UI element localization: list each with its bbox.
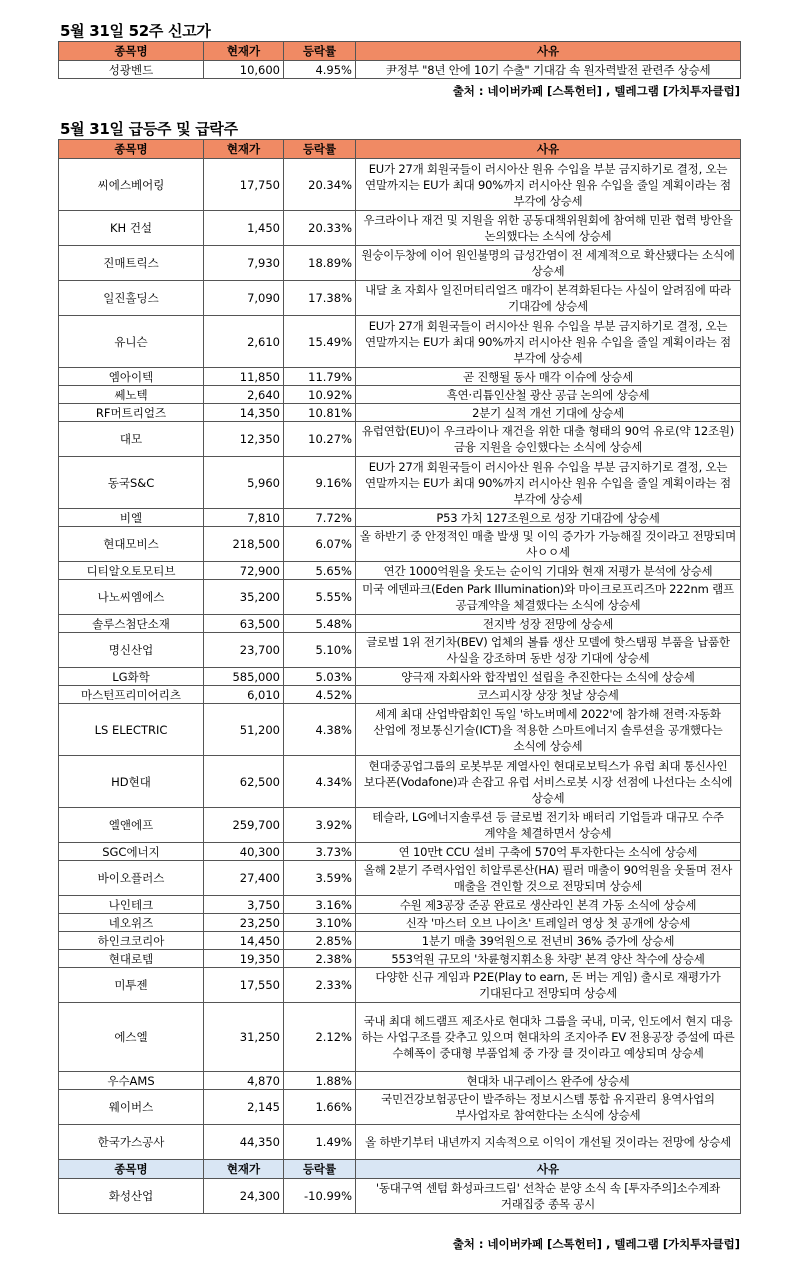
stock-price: 259,700	[204, 808, 284, 843]
table-row	[59, 686, 741, 704]
header-price: 현재가	[204, 140, 284, 159]
stock-rate: 7.72%	[284, 509, 356, 527]
section-title-52week-high: 5월 31일 52주 신고가	[60, 22, 211, 40]
table-row	[59, 968, 741, 1003]
table-row	[59, 61, 741, 79]
stock-rate: 10.81%	[284, 404, 356, 422]
stock-name: 우수AMS	[59, 1072, 204, 1090]
falling-header-row	[59, 1160, 741, 1179]
table-row	[59, 1125, 741, 1160]
table-row	[59, 615, 741, 633]
table-row	[59, 808, 741, 843]
stock-reason: 곧 진행될 동사 매각 이슈에 상승세	[356, 368, 741, 386]
table-row	[59, 457, 741, 509]
table-row	[59, 527, 741, 562]
stock-rate: 10.92%	[284, 386, 356, 404]
stock-name: 한국가스공사	[59, 1125, 204, 1160]
stock-rate: 6.07%	[284, 527, 356, 562]
stock-price: 218,500	[204, 527, 284, 562]
stock-price: 40,300	[204, 843, 284, 861]
stock-reason: 우크라이나 재건 및 지원을 위한 공동대책위원회에 참여해 민관 협력 방안을 논의했다는 소식에 상승세	[356, 211, 741, 246]
stock-price: 44,350	[204, 1125, 284, 1160]
stock-reason: 내달 초 자회사 일진머티리얼즈 매각이 본격화된다는 사실이 알려짐에 따라 기대감에 상승세	[356, 281, 741, 316]
stock-rate: 2.85%	[284, 932, 356, 950]
stock-name: 바이오플러스	[59, 861, 204, 896]
stock-name: KH 건설	[59, 211, 204, 246]
stock-price: 4,870	[204, 1072, 284, 1090]
stock-rate: 3.59%	[284, 861, 356, 896]
stock-reason: 현대중공업그룹의 로봇부문 계열사인 현대로보틱스가 유럽 최대 통신사인 보다폰(Vodafone)과 손잡고 유럽 서비스로봇 시장 선점에 나선다는 소식에 상승세	[356, 756, 741, 808]
stock-name: 비엘	[59, 509, 204, 527]
stock-price: 2,145	[204, 1090, 284, 1125]
stock-name: 일진홀딩스	[59, 281, 204, 316]
table-row	[59, 211, 741, 246]
stock-rate: 3.10%	[284, 914, 356, 932]
stock-price: 1,450	[204, 211, 284, 246]
stock-name: 하인크코리아	[59, 932, 204, 950]
stock-price: 585,000	[204, 668, 284, 686]
stock-price: 2,640	[204, 386, 284, 404]
stock-name: 진매트릭스	[59, 246, 204, 281]
stock-reason: 연 10만t CCU 설비 구축에 570억 투자한다는 소식에 상승세	[356, 843, 741, 861]
stock-reason: 코스피시장 상장 첫날 상승세	[356, 686, 741, 704]
stock-price: 14,350	[204, 404, 284, 422]
stock-rate: 15.49%	[284, 316, 356, 368]
stock-reason: 연간 1000억원을 웃도는 순이익 기대와 현재 저평가 분석에 상승세	[356, 562, 741, 580]
table-row	[59, 843, 741, 861]
stock-reason: 국민건강보험공단이 발주하는 정보시스템 통합 유지관리 용역사업의 부사업자로 참여한다는 소식에 상승세	[356, 1090, 741, 1125]
stock-name: LG화학	[59, 668, 204, 686]
header-reason: 사유	[356, 42, 741, 61]
stock-price: 3,750	[204, 896, 284, 914]
stock-reason: 553억원 규모의 '차륜형지휘소용 차량' 본격 양산 착수에 상승세	[356, 950, 741, 968]
high52-table	[58, 41, 741, 79]
stock-price: 72,900	[204, 562, 284, 580]
stock-rate: 4.34%	[284, 756, 356, 808]
table-row	[59, 1072, 741, 1090]
table-row	[59, 932, 741, 950]
table-row	[59, 281, 741, 316]
header-name: 종목명	[59, 140, 204, 159]
header-rate: 등락률	[284, 1160, 356, 1179]
stock-price: 10,600	[204, 61, 284, 79]
stock-reason: EU가 27개 회원국들이 러시아산 원유 수입을 부분 금지하기로 결정, 오는 연말까지는 EU가 최대 90%까지 러시아산 원유 수입을 줄일 계획이라는 점 부각에 상승세	[356, 316, 741, 368]
stock-name: 엠아이텍	[59, 368, 204, 386]
table-row	[59, 756, 741, 808]
stock-rate: 17.38%	[284, 281, 356, 316]
stock-reason: 올 하반기부터 내년까지 지속적으로 이익이 개선될 것이라는 전망에 상승세	[356, 1125, 741, 1160]
stock-price: 7,090	[204, 281, 284, 316]
stock-price: 62,500	[204, 756, 284, 808]
header-price: 현재가	[204, 1160, 284, 1179]
table-row	[59, 404, 741, 422]
stock-price: 63,500	[204, 615, 284, 633]
stock-price: 2,610	[204, 316, 284, 368]
stock-rate: 20.33%	[284, 211, 356, 246]
stock-rate: -10.99%	[284, 1179, 356, 1214]
stock-rate: 4.95%	[284, 61, 356, 79]
stock-name: 솔루스첨단소재	[59, 615, 204, 633]
header-name: 종목명	[59, 1160, 204, 1179]
stock-rate: 2.38%	[284, 950, 356, 968]
stock-reason: 유럽연합(EU)이 우크라이나 재건을 위한 대출 형태의 90억 유로(약 12조원) 금융 지원을 승인했다는 소식에 상승세	[356, 422, 741, 457]
table-row	[59, 316, 741, 368]
table-row	[59, 668, 741, 686]
stock-name: 명신산업	[59, 633, 204, 668]
stock-name: 쎄노텍	[59, 386, 204, 404]
stock-price: 35,200	[204, 580, 284, 615]
header-rate: 등락률	[284, 140, 356, 159]
stock-rate: 2.12%	[284, 1003, 356, 1072]
stock-reason: 흑연·리튬인산철 광산 공급 논의에 상승세	[356, 386, 741, 404]
header-price: 현재가	[204, 42, 284, 61]
stock-name: 씨에스베어링	[59, 159, 204, 211]
stock-price: 19,350	[204, 950, 284, 968]
stock-rate: 5.55%	[284, 580, 356, 615]
stock-name: 에스엘	[59, 1003, 204, 1072]
table-row	[59, 562, 741, 580]
stock-price: 14,450	[204, 932, 284, 950]
stock-reason: 세계 최대 산업박람회인 독일 '하노버메세 2022'에 참가해 전력·자동화 산업에 정보통신기술(ICT)을 적용한 스마트에너지 솔루션을 공개했다는 소식에 상승세	[356, 704, 741, 756]
stock-reason: 다양한 신규 게임과 P2E(Play to earn, 돈 버는 게임) 출시로 재평가가 기대된다고 전망되며 상승세	[356, 968, 741, 1003]
stock-rate: 1.88%	[284, 1072, 356, 1090]
stock-rate: 3.73%	[284, 843, 356, 861]
stock-rate: 2.33%	[284, 968, 356, 1003]
movers-table	[58, 139, 741, 1214]
source-note: 출처 : 네이버카페 [스톡헌터] , 텔레그램 [가치투자클럽]	[452, 84, 740, 98]
stock-name: 네오위즈	[59, 914, 204, 932]
stock-name: 미투젠	[59, 968, 204, 1003]
stock-price: 27,400	[204, 861, 284, 896]
stock-reason: EU가 27개 회원국들이 러시아산 원유 수입을 부분 금지하기로 결정, 오는 연말까지는 EU가 최대 90%까지 러시아산 원유 수입을 줄일 계획이라는 점 부각에 상승세	[356, 159, 741, 211]
stock-name: RF머트리얼즈	[59, 404, 204, 422]
table-row	[59, 633, 741, 668]
stock-reason: 국내 최대 헤드램프 제조사로 현대차 그룹을 국내, 미국, 인도에서 현지 대응 하는 사업구조를 갖추고 있으며 현대차의 조지아주 EV 전용공장 증설에 따른 수혜폭이 중대형 부품업체 중 가장 클 것이라고 예상되며 상승세	[356, 1003, 741, 1072]
stock-price: 12,350	[204, 422, 284, 457]
stock-reason: 원숭이두창에 이어 원인불명의 급성간염이 전 세계적으로 확산됐다는 소식에 상승세	[356, 246, 741, 281]
table-row	[59, 1003, 741, 1072]
table-row	[59, 861, 741, 896]
table-row	[59, 246, 741, 281]
table-row	[59, 1179, 741, 1214]
stock-rate: 3.92%	[284, 808, 356, 843]
stock-reason: 글로벌 1위 전기차(BEV) 업체의 볼륨 생산 모델에 핫스탬핑 부품을 납품한 사실을 강조하며 동반 성장 기대에 상승세	[356, 633, 741, 668]
stock-reason: 현대차 내구레이스 완주에 상승세	[356, 1072, 741, 1090]
stock-name: 화성산업	[59, 1179, 204, 1214]
stock-rate: 5.65%	[284, 562, 356, 580]
stock-reason: P53 가치 127조원으로 성장 기대감에 상승세	[356, 509, 741, 527]
stock-rate: 5.03%	[284, 668, 356, 686]
table-row	[59, 580, 741, 615]
stock-price: 11,850	[204, 368, 284, 386]
stock-rate: 1.66%	[284, 1090, 356, 1125]
stock-rate: 11.79%	[284, 368, 356, 386]
table-header-row	[59, 140, 741, 159]
stock-reason: 테슬라, LG에너지솔루션 등 글로벌 전기차 배터리 기업들과 대규모 수주 계약을 체결하면서 상승세	[356, 808, 741, 843]
stock-rate: 4.52%	[284, 686, 356, 704]
stock-reason: 전지박 성장 전망에 상승세	[356, 615, 741, 633]
stock-price: 24,300	[204, 1179, 284, 1214]
stock-rate: 5.10%	[284, 633, 356, 668]
stock-name: 웨이버스	[59, 1090, 204, 1125]
stock-price: 17,750	[204, 159, 284, 211]
table-header-row	[59, 42, 741, 61]
stock-rate: 4.38%	[284, 704, 356, 756]
stock-price: 7,930	[204, 246, 284, 281]
stock-reason: 올 하반기 중 안정적인 매출 발생 및 이익 증가가 가능해질 것이라고 전망되며 사ㅇㅇ세	[356, 527, 741, 562]
stock-name: LS ELECTRIC	[59, 704, 204, 756]
stock-name: SGC에너지	[59, 843, 204, 861]
table-row	[59, 368, 741, 386]
stock-rate: 3.16%	[284, 896, 356, 914]
stock-name: HD현대	[59, 756, 204, 808]
table-row	[59, 386, 741, 404]
table-row	[59, 704, 741, 756]
stock-name: 동국S&C	[59, 457, 204, 509]
stock-rate: 18.89%	[284, 246, 356, 281]
stock-reason: 1분기 매출 39억원으로 전년비 36% 증가에 상승세	[356, 932, 741, 950]
stock-reason: 올해 2분기 주력사업인 히알루론산(HA) 필러 매출이 90억원을 웃돌며 전사 매출을 견인할 것으로 전망되며 상승세	[356, 861, 741, 896]
stock-name: 엘앤에프	[59, 808, 204, 843]
stock-rate: 1.49%	[284, 1125, 356, 1160]
stock-name: 현대모비스	[59, 527, 204, 562]
header-reason: 사유	[356, 140, 741, 159]
stock-rate: 10.27%	[284, 422, 356, 457]
stock-price: 23,250	[204, 914, 284, 932]
table-row	[59, 422, 741, 457]
stock-name: 유니슨	[59, 316, 204, 368]
table-row	[59, 509, 741, 527]
stock-reason: EU가 27개 회원국들이 러시아산 원유 수입을 부분 금지하기로 결정, 오는 연말까지는 EU가 최대 90%까지 러시아산 원유 수입을 줄일 계획이라는 점 부각에 상승세	[356, 457, 741, 509]
source-note: 출처 : 네이버카페 [스톡헌터] , 텔레그램 [가치투자클럽]	[452, 1237, 740, 1251]
stock-name: 현대로템	[59, 950, 204, 968]
table-row	[59, 159, 741, 211]
table-row	[59, 896, 741, 914]
stock-reason: 尹정부 "8년 안에 10기 수출" 기대감 속 원자력발전 관련주 상승세	[356, 61, 741, 79]
stock-reason: '동대구역 센텀 화성파크드림' 선착순 분양 소식 속 [투자주의]소수계좌 거래집중 종목 공시	[356, 1179, 741, 1214]
header-rate: 등락률	[284, 42, 356, 61]
table-row	[59, 1090, 741, 1125]
header-reason: 사유	[356, 1160, 741, 1179]
section-title-movers: 5월 31일 급등주 및 급락주	[60, 120, 238, 138]
table-row	[59, 914, 741, 932]
stock-rate: 5.48%	[284, 615, 356, 633]
stock-rate: 9.16%	[284, 457, 356, 509]
stock-name: 마스턴프리미어리츠	[59, 686, 204, 704]
stock-rate: 20.34%	[284, 159, 356, 211]
stock-reason: 양극재 자회사와 합작법인 설립을 추진한다는 소식에 상승세	[356, 668, 741, 686]
stock-price: 23,700	[204, 633, 284, 668]
stock-name: 성광벤드	[59, 61, 204, 79]
stock-price: 17,550	[204, 968, 284, 1003]
header-name: 종목명	[59, 42, 204, 61]
table-row	[59, 950, 741, 968]
stock-reason: 신작 '마스터 오브 나이츠' 트레일러 영상 첫 공개에 상승세	[356, 914, 741, 932]
stock-name: 나인테크	[59, 896, 204, 914]
stock-reason: 2분기 실적 개선 기대에 상승세	[356, 404, 741, 422]
stock-price: 5,960	[204, 457, 284, 509]
stock-name: 대모	[59, 422, 204, 457]
stock-name: 디티알오토모티브	[59, 562, 204, 580]
stock-reason: 수원 제3공장 준공 완료로 생산라인 본격 가동 소식에 상승세	[356, 896, 741, 914]
stock-name: 나노씨엠에스	[59, 580, 204, 615]
stock-price: 51,200	[204, 704, 284, 756]
stock-reason: 미국 에덴파크(Eden Park Illumination)와 마이크로프리즈마 222nm 램프 공급계약을 체결했다는 소식에 상승세	[356, 580, 741, 615]
stock-price: 31,250	[204, 1003, 284, 1072]
stock-price: 6,010	[204, 686, 284, 704]
stock-price: 7,810	[204, 509, 284, 527]
